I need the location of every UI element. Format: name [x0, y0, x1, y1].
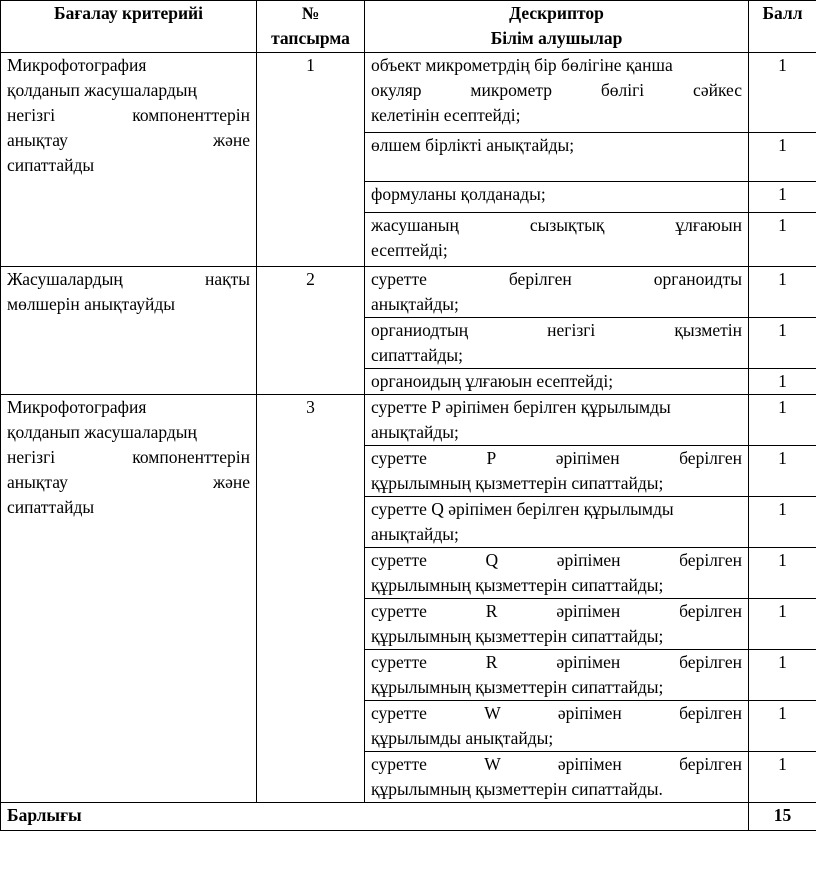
descriptor-line: анықтайды; [371, 422, 459, 442]
descriptor-cell [365, 182, 749, 213]
criterion-cell [1, 267, 257, 395]
descriptor-line: құрылымның қызметтерін сипаттайды; [371, 677, 664, 697]
rubric-body [1, 53, 816, 803]
score-cell: 1 [749, 599, 816, 650]
criterion-line: анықтау және [7, 130, 250, 150]
header-task-line2: тапсырма [271, 28, 350, 48]
score-cell: 1 [749, 318, 816, 369]
descriptor-line: суретте W әріпімен берілген [371, 703, 742, 723]
descriptor-line: құрылымның қызметтерін сипаттайды; [371, 575, 664, 595]
descriptor-line: жасушаның сызықтық ұлғаюын [371, 215, 742, 235]
descriptor-cell [365, 369, 749, 395]
descriptor-line: органиодтың негізгі қызметін [371, 320, 742, 340]
descriptor-cell [365, 267, 749, 318]
score-cell: 1 [749, 497, 816, 548]
descriptor-cell [365, 446, 749, 497]
criterion-line: сипаттайды [7, 155, 95, 175]
score-cell: 1 [749, 548, 816, 599]
descriptor-line: суретте берілген органоидты [371, 269, 742, 289]
descriptor-cell [365, 599, 749, 650]
descriptor-line: құрылымды анықтайды; [371, 728, 554, 748]
descriptor-line: суретте Р әріпімен берілген [371, 448, 742, 468]
header-criterion: Бағалау критерийі [1, 1, 257, 53]
descriptor-cell [365, 650, 749, 701]
descriptor-line: суретте Q әріпімен берілген [371, 550, 742, 570]
descriptor-cell [365, 318, 749, 369]
criterion-line: мөлшерін анықтауйды [7, 294, 176, 314]
score-cell: 1 [749, 213, 816, 267]
descriptor-row [1, 53, 816, 133]
criterion-line: негізгі компоненттерін [7, 105, 250, 125]
score-cell: 1 [749, 395, 816, 446]
descriptor-cell [365, 395, 749, 446]
total-label: Барлығы [1, 803, 749, 831]
header-row [1, 1, 816, 53]
descriptor-line: суретте Р әріпімен берілген құрылымды [371, 397, 671, 417]
score-cell: 1 [749, 133, 816, 182]
descriptor-cell [365, 548, 749, 599]
descriptor-line: құрылымның қызметтерін сипаттайды; [371, 473, 664, 493]
descriptor-line: келетінін есептейді; [371, 105, 521, 125]
score-cell: 1 [749, 701, 816, 752]
criterion-line: анықтау және [7, 472, 250, 492]
descriptor-cell [365, 53, 749, 133]
descriptor-line: формуланы қолданады; [371, 184, 546, 204]
header-descriptor-line1: Дескриптор [509, 3, 604, 23]
criterion-line: Микрофотография [7, 55, 147, 75]
descriptor-line: суретте R әріпімен берілген [371, 601, 742, 621]
descriptor-line: құрылымның қызметтерін сипаттайды. [371, 779, 663, 799]
descriptor-cell [365, 701, 749, 752]
descriptor-cell [365, 213, 749, 267]
descriptor-line: органоидың ұлғаюын есептейді; [371, 371, 614, 391]
descriptor-line: анықтайды; [371, 294, 459, 314]
descriptor-line: өлшем бірлікті анықтайды; [371, 135, 575, 155]
task-number-cell: 1 [257, 53, 365, 267]
descriptor-row [1, 395, 816, 446]
score-cell: 1 [749, 182, 816, 213]
criterion-cell [1, 53, 257, 267]
total-row [1, 803, 816, 831]
descriptor-line: суретте R әріпімен берілген [371, 652, 742, 672]
task-number-cell: 3 [257, 395, 365, 803]
score-cell: 1 [749, 267, 816, 318]
header-descriptor [365, 1, 749, 53]
header-task-line1: № [301, 3, 320, 23]
score-cell: 1 [749, 446, 816, 497]
descriptor-line: сипаттайды; [371, 345, 463, 365]
descriptor-line: құрылымның қызметтерін сипаттайды; [371, 626, 664, 646]
header-descriptor-line2: Білім алушылар [490, 28, 623, 48]
criterion-line: қолданып жасушалардың [7, 80, 197, 100]
total-value: 15 [749, 803, 816, 831]
descriptor-line: суретте Q әріпімен берілген құрылымды [371, 499, 674, 519]
criterion-line: Жасушалардың нақты [7, 269, 250, 289]
descriptor-cell [365, 752, 749, 803]
header-task-number [257, 1, 365, 53]
score-cell: 1 [749, 650, 816, 701]
header-score: Балл [749, 1, 816, 53]
task-number-cell: 2 [257, 267, 365, 395]
descriptor-cell [365, 497, 749, 548]
score-cell: 1 [749, 369, 816, 395]
descriptor-line: анықтайды; [371, 524, 459, 544]
criterion-line: негізгі компоненттерін [7, 447, 250, 467]
criterion-cell [1, 395, 257, 803]
criterion-line: Микрофотография [7, 397, 147, 417]
score-cell: 1 [749, 752, 816, 803]
descriptor-line: объект микрометрдің бір бөлігіне қанша [371, 55, 673, 75]
criterion-line: сипаттайды [7, 497, 95, 517]
descriptor-line: есептейді; [371, 240, 448, 260]
descriptor-line: суретте W әріпімен берілген [371, 754, 742, 774]
score-cell: 1 [749, 53, 816, 133]
descriptor-row [1, 267, 816, 318]
descriptor-cell [365, 133, 749, 182]
descriptor-line: окуляр микрометр бөлігі сәйкес [371, 80, 742, 100]
criterion-line: қолданып жасушалардың [7, 422, 197, 442]
